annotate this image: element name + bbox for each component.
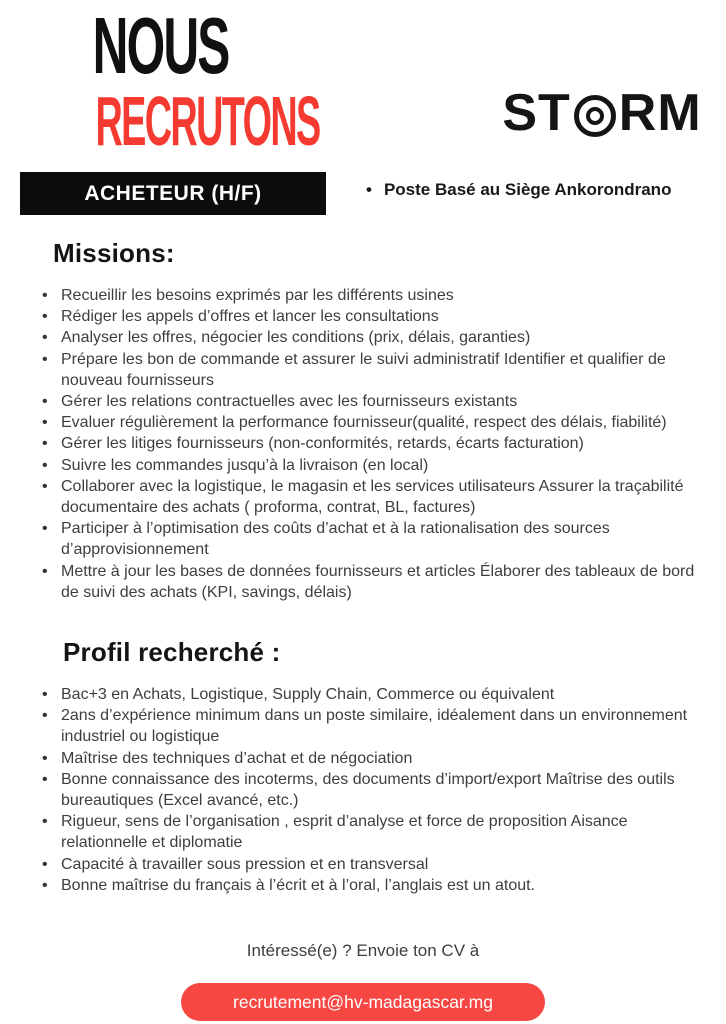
storm-logo bbox=[496, 82, 708, 144]
profile-item: • Bonne maîtrise du français à l’écrit et à l’oral, l’anglais est un atout. bbox=[38, 875, 696, 896]
mission-item: • Collaborer avec la logistique, le magasin et les services utilisateurs Assurer la traçabilité documentaire des achats ( proforma, contrat, BL, factures) bbox=[38, 476, 696, 518]
profile-item: • Bonne connaissance des incoterms, des documents d’import/export Maîtrise des outils bureautiques (Excel avancé, etc.) bbox=[38, 769, 696, 811]
cta-text: Intéressé(e) ? Envoie ton CV à bbox=[246, 941, 480, 960]
profile-item: • Capacité à travailler sous pression et en transversal bbox=[38, 854, 696, 875]
profile-item: • Maîtrise des techniques d’achat et de négociation bbox=[38, 748, 696, 769]
storm-logo-text-right: RM bbox=[618, 84, 702, 142]
mission-item: • Rédiger les appels d’offres et lancer les consultations bbox=[38, 306, 696, 327]
mission-item: • Recueillir les besoins exprimés par les différents usines bbox=[38, 285, 696, 306]
mission-item: • Analyser les offres, négocier les conditions (prix, délais, garanties) bbox=[38, 327, 696, 348]
mission-item: • Prépare les bon de commande et assurer le suivi administratif Identifier et qualifier de nouveau fournisseurs bbox=[38, 349, 696, 391]
mission-item: • Gérer les relations contractuelles avec les fournisseurs existants bbox=[38, 391, 696, 412]
storm-logo-text-left: ST bbox=[502, 84, 571, 142]
profile-item: • Rigueur, sens de l’organisation , esprit d’analyse et force de proposition Aisance relationnelle et diplomatie bbox=[38, 811, 696, 853]
bullet-icon: • bbox=[366, 180, 372, 199]
profile-heading: Profil recherché : bbox=[63, 637, 281, 668]
mission-item: • Suivre les commandes jusqu’à la livraison (en local) bbox=[38, 455, 696, 476]
headline-line2-text: RECRUTONS bbox=[95, 82, 320, 160]
location-text: Poste Basé au Siège Ankorondrano bbox=[383, 180, 672, 199]
missions-heading: Missions: bbox=[53, 238, 175, 268]
job-title-banner bbox=[20, 172, 326, 215]
main-content bbox=[38, 238, 696, 896]
headline-line2 bbox=[0, 82, 322, 160]
mission-item: • Gérer les litiges fournisseurs (non-conformités, retards, écarts facturation) bbox=[38, 433, 696, 454]
mission-item: • Evaluer régulièrement la performance fournisseur(qualité, respect des délais, fiabilité) bbox=[38, 412, 696, 433]
mission-item: • Participer à l’optimisation des coûts d’achat et à la rationalisation des sources d’approvisionnement bbox=[38, 518, 696, 560]
profile-item: • Bac+3 en Achats, Logistique, Supply Chain, Commerce ou équivalent bbox=[38, 684, 696, 705]
job-title: ACHETEUR (H/F) bbox=[84, 181, 262, 205]
profile-list bbox=[38, 684, 696, 896]
missions-list bbox=[38, 285, 696, 603]
location-line bbox=[366, 179, 720, 201]
headline-line1 bbox=[0, 1, 322, 90]
profile-item: • 2ans d’expérience minimum dans un poste similaire, idéalement dans un environnement industriel ou logistique bbox=[38, 705, 696, 747]
storm-logo-inner-ring-icon bbox=[586, 107, 604, 125]
email-button[interactable]: recrutement@hv-madagascar.mg bbox=[181, 983, 545, 1021]
headline-line1-text: NOUS bbox=[93, 1, 229, 90]
storm-logo-rings-icon bbox=[574, 95, 616, 137]
mission-item: • Mettre à jour les bases de données fournisseurs et articles Élaborer des tableaux de bord de suivi des achats (KPI, savings, délais) bbox=[38, 561, 696, 603]
